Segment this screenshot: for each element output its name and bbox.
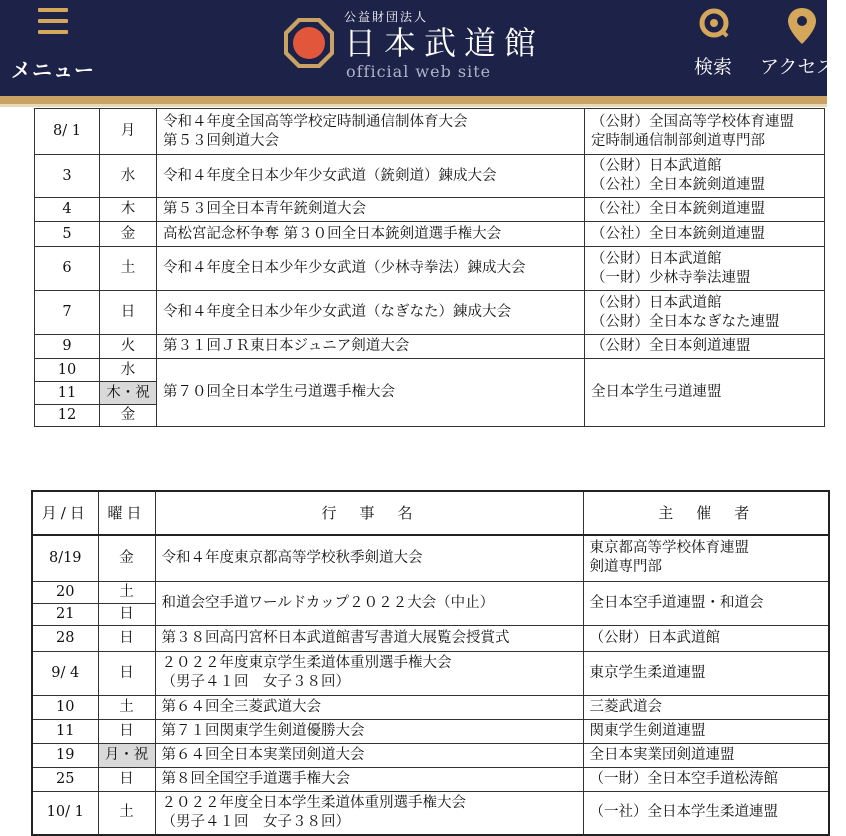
table-row <box>32 791 829 835</box>
day-cell: 金 <box>100 222 157 247</box>
day-cell: 火 <box>100 335 157 359</box>
header-day: 曜日 <box>98 491 155 535</box>
menu-button[interactable] <box>10 6 96 86</box>
event-cell: 令和４年度全日本少年少女武道（銃剣道）錬成大会 <box>157 155 585 198</box>
logo-english: official web site <box>346 62 492 81</box>
event-cell: 第８回全国空手道選手権大会 <box>155 767 583 791</box>
event-cell: 第６４回全三菱武道大会 <box>155 695 583 719</box>
day-cell: 土 <box>98 791 155 835</box>
table-row <box>32 719 829 743</box>
table-row <box>35 222 825 247</box>
search-icon <box>696 6 732 42</box>
host-cell: （公社）全日本銃剣道連盟 <box>585 222 825 247</box>
table-row <box>35 109 825 155</box>
table-header-row <box>32 491 829 535</box>
day-cell: 金 <box>100 405 157 427</box>
access-button[interactable] <box>756 6 846 86</box>
host-cell: 全日本空手道連盟・和道会 <box>583 581 829 625</box>
date-cell: 10/ 1 <box>32 791 98 835</box>
host-cell: （公財）日本武道館 <box>583 625 829 651</box>
day-cell: 月 <box>100 109 157 155</box>
day-cell: 日 <box>100 291 157 335</box>
host-cell: （公財）日本武道館 （公社）全日本銃剣道連盟 <box>585 155 825 198</box>
date-cell: 9/ 4 <box>32 651 98 695</box>
day-cell: 土 <box>98 581 155 603</box>
date-cell: 5 <box>35 222 100 247</box>
access-label: アクセス <box>760 56 836 78</box>
date-cell: 20 <box>32 581 98 603</box>
day-cell-holiday: 月・祝 <box>98 743 155 767</box>
header-gold-subline <box>0 104 827 107</box>
header-date: 月/日 <box>32 491 98 535</box>
site-header <box>0 0 836 96</box>
date-cell: 4 <box>35 198 100 222</box>
logo-subtitle: 公益財団法人 <box>344 10 429 24</box>
date-cell: 9 <box>35 335 100 359</box>
table-row <box>32 695 829 719</box>
header-event: 行 事 名 <box>155 491 583 535</box>
date-cell: 8/19 <box>32 535 98 581</box>
site-logo[interactable] <box>282 4 602 90</box>
host-cell: 全日本学生弓道連盟 <box>585 359 825 427</box>
table-row <box>35 155 825 198</box>
day-cell: 日 <box>98 767 155 791</box>
table-row <box>32 581 829 603</box>
map-pin-icon <box>784 6 820 46</box>
date-cell: 11 <box>35 382 100 405</box>
day-cell: 土 <box>98 695 155 719</box>
host-cell: （公財）全国高等学校体育連盟 定時制通信制部剣道専門部 <box>585 109 825 155</box>
host-cell: 東京学生柔道連盟 <box>583 651 829 695</box>
table-row <box>35 198 825 222</box>
day-cell-holiday: 木・祝 <box>100 382 157 405</box>
event-cell: ２０２２年度東京学生柔道体重別選手権大会 （男子４１回 女子３８回） <box>155 651 583 695</box>
host-cell: （公財）日本武道館 （公財）全日本なぎなた連盟 <box>585 291 825 335</box>
table-row <box>35 335 825 359</box>
event-cell: 令和４年度全日本少年少女武道（少林寺拳法）錬成大会 <box>157 247 585 291</box>
date-cell: 12 <box>35 405 100 427</box>
emblem-icon <box>282 16 336 70</box>
date-cell: 11 <box>32 719 98 743</box>
date-cell: 8/ 1 <box>35 109 100 155</box>
host-cell: （一社）全日本学生柔道連盟 <box>583 791 829 835</box>
date-cell: 10 <box>35 359 100 382</box>
host-cell: 三菱武道会 <box>583 695 829 719</box>
date-cell: 21 <box>32 603 98 625</box>
day-cell: 木 <box>100 198 157 222</box>
schedule-table-august-october <box>31 490 830 836</box>
date-cell: 28 <box>32 625 98 651</box>
day-cell: 土 <box>100 247 157 291</box>
table-row <box>35 291 825 335</box>
event-cell: ２０２２年度全日本学生柔道体重別選手権大会 （男子４１回 女子３８回） <box>155 791 583 835</box>
table-row <box>32 651 829 695</box>
table-row <box>35 359 825 382</box>
event-cell: 令和４年度全国高等学校定時制通信制体育大会 第５３回剣道大会 <box>157 109 585 155</box>
table-row <box>32 625 829 651</box>
date-cell: 3 <box>35 155 100 198</box>
logo-title: 日本武道館 <box>344 24 545 62</box>
date-cell: 6 <box>35 247 100 291</box>
event-cell: 和道会空手道ワールドカップ２０２２大会（中止） <box>155 581 583 625</box>
event-cell: 令和４年度全日本少年少女武道（なぎなた）錬成大会 <box>157 291 585 335</box>
table-row <box>32 743 829 767</box>
header-gold-line <box>0 96 827 104</box>
host-cell: 全日本実業団剣道連盟 <box>583 743 829 767</box>
table-row <box>32 767 829 791</box>
event-cell: 第６４回全日本実業団剣道大会 <box>155 743 583 767</box>
date-cell: 7 <box>35 291 100 335</box>
event-cell: 第５３回全日本青年銃剣道大会 <box>157 198 585 222</box>
date-cell: 10 <box>32 695 98 719</box>
event-cell: 第３１回ＪＲ東日本ジュニア剣道大会 <box>157 335 585 359</box>
host-cell: （公社）全日本銃剣道連盟 <box>585 198 825 222</box>
day-cell: 日 <box>98 603 155 625</box>
day-cell: 水 <box>100 359 157 382</box>
host-cell: （公財）日本武道館 （一財）少林寺拳法連盟 <box>585 247 825 291</box>
day-cell: 日 <box>98 651 155 695</box>
host-cell: （一財）全日本空手道松涛館 <box>583 767 829 791</box>
header-host: 主 催 者 <box>583 491 829 535</box>
hamburger-icon <box>38 8 68 36</box>
event-cell: 第７０回全日本学生弓道選手権大会 <box>157 359 585 427</box>
search-label: 検索 <box>694 56 733 78</box>
date-cell: 19 <box>32 743 98 767</box>
search-button[interactable] <box>690 6 738 86</box>
day-cell: 日 <box>98 719 155 743</box>
table-row <box>35 247 825 291</box>
day-cell: 金 <box>98 535 155 581</box>
menu-label: メニュー <box>11 58 95 82</box>
schedule-table-august <box>34 108 825 427</box>
day-cell: 水 <box>100 155 157 198</box>
day-cell: 日 <box>98 625 155 651</box>
table-row <box>32 535 829 581</box>
event-cell: 第３８回高円宮杯日本武道館書写書道大展覧会授賞式 <box>155 625 583 651</box>
event-cell: 令和４年度東京都高等学校秋季剣道大会 <box>155 535 583 581</box>
host-cell: （公財）全日本剣道連盟 <box>585 335 825 359</box>
date-cell: 25 <box>32 767 98 791</box>
event-cell: 高松宮記念杯争奪 第３０回全日本銃剣道選手権大会 <box>157 222 585 247</box>
host-cell: 関東学生剣道連盟 <box>583 719 829 743</box>
event-cell: 第７１回関東学生剣道優勝大会 <box>155 719 583 743</box>
host-cell: 東京都高等学校体育連盟 剣道専門部 <box>583 535 829 581</box>
